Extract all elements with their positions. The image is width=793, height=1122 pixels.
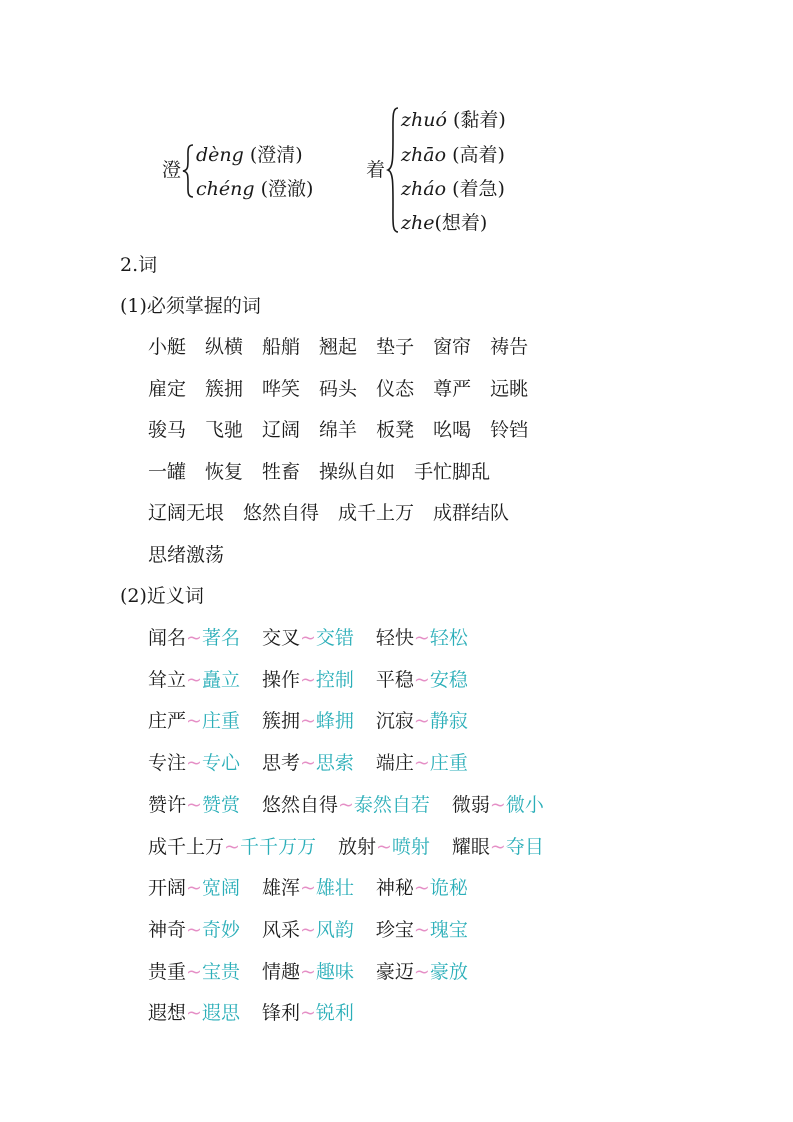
tilde-separator: ~ <box>489 835 506 858</box>
synonym-answer: 庄重 <box>429 752 468 775</box>
synonym-word: 风采 <box>261 918 300 941</box>
tilde-separator: ~ <box>413 627 430 649</box>
tilde-separator: ~ <box>413 668 430 691</box>
synonym-pair <box>376 875 468 901</box>
word-item: 垫子 <box>376 336 415 358</box>
synonym-word: 珍宝 <box>375 918 414 941</box>
word-row <box>148 542 224 568</box>
synonym-answer: 诡秘 <box>429 877 468 900</box>
word-item: 吆喝 <box>433 419 472 442</box>
word-row <box>148 500 509 526</box>
subsection-title-must-know: (1)必须掌握的词 <box>120 295 261 317</box>
synonym-answer: 奇妙 <box>201 918 240 941</box>
tilde-separator: ~ <box>186 877 202 900</box>
word-item: 祷告 <box>490 336 529 358</box>
word-item: 辽阔 <box>262 419 301 442</box>
synonym-answer: 锐利 <box>315 1002 354 1025</box>
synonym-pair <box>262 1000 354 1026</box>
reading-zhao1: zhāo (高着) <box>401 144 505 166</box>
tilde-separator: ~ <box>413 960 430 983</box>
synonym-pair <box>262 625 354 651</box>
word-item: 牲畜 <box>262 460 301 483</box>
tilde-separator: ~ <box>299 710 316 733</box>
synonym-pair <box>376 917 468 943</box>
synonym-word: 成千上万 <box>148 835 225 858</box>
word-item: 成千上万 <box>338 502 415 525</box>
word-item: 尊严 <box>433 377 472 400</box>
synonym-word: 操作 <box>261 668 300 691</box>
word-item: 纵横 <box>205 336 244 358</box>
synonym-pair <box>262 667 354 693</box>
synonym-pair <box>262 875 354 901</box>
tilde-separator: ~ <box>186 918 202 941</box>
tilde-separator: ~ <box>375 835 392 858</box>
synonym-answer: 趣味 <box>315 960 354 983</box>
word-row <box>148 334 528 360</box>
synonym-word: 平稳 <box>375 668 414 691</box>
synonym-answer: 瑰宝 <box>429 918 468 941</box>
synonym-row <box>148 1000 354 1026</box>
synonym-pair <box>262 708 354 734</box>
synonym-pair <box>452 834 544 860</box>
synonym-answer: 夺目 <box>505 835 544 858</box>
tilde-separator: ~ <box>299 752 316 775</box>
synonym-word: 簇拥 <box>261 710 300 733</box>
synonym-answer: 宝贵 <box>201 960 240 983</box>
tilde-separator: ~ <box>489 793 506 816</box>
reading-cheng: chéng (澄澈) <box>196 178 314 200</box>
synonym-row <box>148 834 544 860</box>
synonym-word: 贵重 <box>148 960 187 983</box>
synonym-word: 闻名 <box>148 627 187 649</box>
synonym-pair <box>376 959 468 985</box>
brace-icon <box>181 143 195 199</box>
synonym-row <box>148 917 468 943</box>
word-item: 悠然自得 <box>243 502 320 525</box>
synonym-pair <box>262 959 354 985</box>
synonym-answer: 喷射 <box>391 835 430 858</box>
synonym-pair <box>262 750 354 776</box>
synonym-answer: 豪放 <box>429 960 468 983</box>
synonym-answer: 宽阔 <box>201 877 240 900</box>
word-item: 雇定 <box>148 377 187 400</box>
word-item: 飞驰 <box>205 419 244 442</box>
synonym-answer: 庄重 <box>201 710 240 733</box>
synonym-pair <box>148 959 240 985</box>
synonym-pair <box>452 792 544 818</box>
synonym-word: 思考 <box>261 752 300 775</box>
synonym-answer: 专心 <box>201 752 240 775</box>
synonym-answer: 静寂 <box>429 710 468 733</box>
tilde-separator: ~ <box>299 877 316 900</box>
synonym-answer: 泰然自若 <box>353 793 430 816</box>
synonym-word: 豪迈 <box>375 960 414 983</box>
word-item: 板凳 <box>376 419 415 442</box>
section-title-words: 2.词 <box>120 254 158 276</box>
synonym-pair <box>148 792 240 818</box>
synonym-pair <box>148 1000 240 1026</box>
word-item: 窗帘 <box>433 336 472 358</box>
tilde-separator: ~ <box>413 877 430 900</box>
word-item: 操纵自如 <box>319 460 396 483</box>
tilde-separator: ~ <box>413 752 430 775</box>
synonym-word: 微弱 <box>451 793 490 816</box>
word-item: 思绪激荡 <box>148 544 225 566</box>
synonym-answer: 矗立 <box>201 668 240 691</box>
tilde-separator: ~ <box>299 960 316 983</box>
synonym-answer: 微小 <box>505 793 544 816</box>
word-item: 小艇 <box>148 336 187 358</box>
word-item: 辽阔无垠 <box>148 502 225 525</box>
tilde-separator: ~ <box>337 793 354 816</box>
synonym-word: 轻快 <box>375 627 414 649</box>
synonym-answer: 赞赏 <box>201 793 240 816</box>
tilde-separator: ~ <box>413 918 430 941</box>
word-item: 铃铛 <box>490 419 529 442</box>
synonym-word: 开阔 <box>148 877 187 900</box>
synonym-word: 端庄 <box>375 752 414 775</box>
synonym-row <box>148 792 544 818</box>
word-item: 骏马 <box>148 419 187 442</box>
synonym-answer: 轻松 <box>429 627 468 649</box>
synonym-row <box>148 625 468 651</box>
synonym-pair <box>376 625 468 651</box>
tilde-separator: ~ <box>224 835 240 858</box>
tilde-separator: ~ <box>186 710 202 733</box>
synonym-word: 锋利 <box>261 1002 300 1025</box>
word-item: 一罐 <box>148 460 187 483</box>
synonym-word: 赞许 <box>148 793 187 816</box>
synonym-pair <box>376 750 468 776</box>
word-item: 码头 <box>319 377 358 400</box>
synonym-pair <box>148 917 240 943</box>
synonym-answer: 控制 <box>315 668 354 691</box>
word-item: 远眺 <box>490 377 529 400</box>
synonym-word: 情趣 <box>261 960 300 983</box>
tilde-separator: ~ <box>186 752 202 775</box>
synonym-word: 放射 <box>337 835 376 858</box>
word-row <box>148 417 528 443</box>
tilde-separator: ~ <box>186 627 202 649</box>
word-item: 仪态 <box>376 377 415 400</box>
word-item: 绵羊 <box>319 419 358 442</box>
tilde-separator: ~ <box>186 793 202 816</box>
synonym-word: 沉寂 <box>375 710 414 733</box>
synonym-word: 神秘 <box>375 877 414 900</box>
synonym-word: 耀眼 <box>451 835 490 858</box>
tilde-separator: ~ <box>186 668 202 691</box>
synonym-answer: 思索 <box>315 752 354 775</box>
synonym-pair <box>148 667 240 693</box>
word-item: 簇拥 <box>205 377 244 400</box>
synonym-pair <box>148 708 240 734</box>
synonym-pair <box>376 667 468 693</box>
word-item: 恢复 <box>205 460 244 483</box>
synonym-row <box>148 875 468 901</box>
synonym-word: 专注 <box>148 752 187 775</box>
synonym-pair <box>148 834 316 860</box>
reading-deng: dèng (澄清) <box>196 144 303 166</box>
word-row <box>148 376 528 402</box>
synonym-pair <box>148 875 240 901</box>
synonym-answer: 遐思 <box>201 1002 240 1025</box>
synonym-pair <box>148 750 240 776</box>
synonym-row <box>148 750 468 776</box>
tilde-separator: ~ <box>299 918 316 941</box>
synonym-pair <box>376 708 468 734</box>
synonym-row <box>148 959 468 985</box>
word-item: 手忙脚乱 <box>414 460 491 483</box>
synonym-pair <box>338 834 430 860</box>
synonym-word: 神奇 <box>148 918 187 941</box>
tilde-separator: ~ <box>413 710 430 733</box>
synonym-pair <box>262 917 354 943</box>
synonym-answer: 千千万万 <box>239 835 316 858</box>
tilde-separator: ~ <box>299 668 316 691</box>
synonym-word: 悠然自得 <box>261 793 338 816</box>
synonym-pair <box>262 792 430 818</box>
synonym-answer: 蜂拥 <box>315 710 354 733</box>
synonym-word: 遐想 <box>148 1002 187 1025</box>
synonym-word: 耸立 <box>148 668 187 691</box>
synonym-word: 交叉 <box>261 627 300 649</box>
polyphone-char-zhe: 着 <box>366 159 386 181</box>
reading-zhe: zhe(想着) <box>401 212 488 234</box>
synonym-pair <box>148 625 240 651</box>
tilde-separator: ~ <box>186 960 202 983</box>
synonym-answer: 交错 <box>315 627 354 649</box>
tilde-separator: ~ <box>186 1002 202 1025</box>
word-item: 船艄 <box>262 336 301 358</box>
word-item: 成群结队 <box>433 502 510 525</box>
reading-zhuo: zhuó (黏着) <box>401 109 506 131</box>
synonym-word: 庄严 <box>148 710 187 733</box>
brace-icon <box>386 106 400 234</box>
tilde-separator: ~ <box>299 1002 316 1025</box>
synonym-row <box>148 708 468 734</box>
synonym-row <box>148 667 468 693</box>
subsection-title-synonyms: (2)近义词 <box>120 585 204 607</box>
polyphone-char-cheng: 澄 <box>162 159 182 181</box>
synonym-word: 雄浑 <box>261 877 300 900</box>
tilde-separator: ~ <box>299 627 316 649</box>
synonym-answer: 著名 <box>201 627 240 649</box>
reading-zhao2: zháo (着急) <box>401 178 505 200</box>
word-item: 翘起 <box>319 336 358 358</box>
word-item: 哗笑 <box>262 377 301 400</box>
synonym-answer: 安稳 <box>429 668 468 691</box>
synonym-answer: 雄壮 <box>315 877 354 900</box>
synonym-answer: 风韵 <box>315 918 354 941</box>
word-row <box>148 459 490 485</box>
